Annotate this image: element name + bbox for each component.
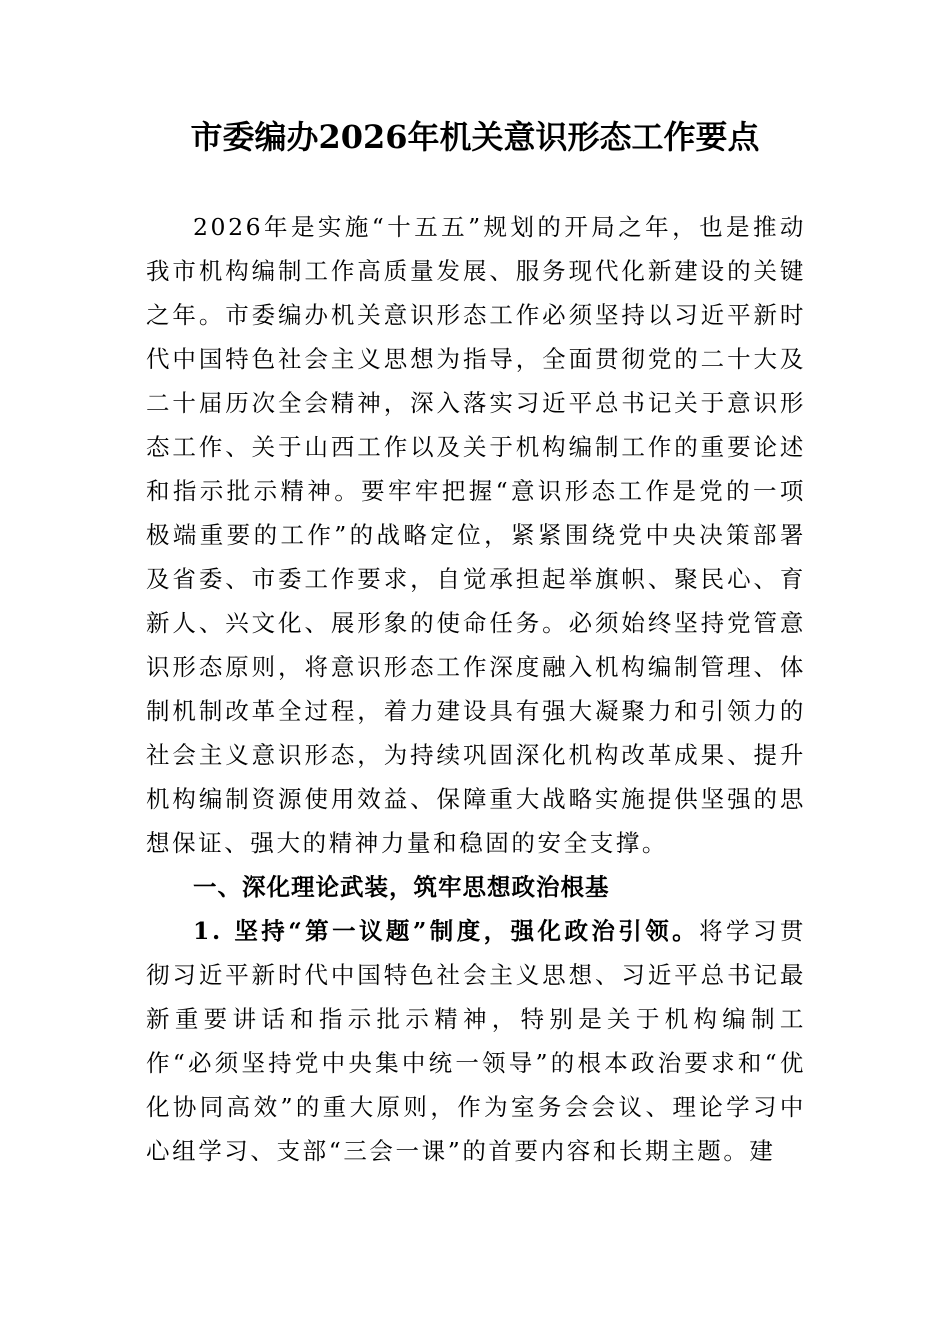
item-1-body: 将学习贯彻习近平新时代中国特色社会主义思想、习近平总书记最新重要讲话和指示批示精神，特别是关于机构编制工作“必须坚持党中央集中统一领导”的根本政治要求和“优化协同高效”的重大原则，作为室务会会议、理论学习中心组学习、支部“三会一课”的首要内容和长期主题。建 [146, 917, 806, 1165]
intro-paragraph: 2026年是实施“十五五”规划的开局之年，也是推动我市机构编制工作高质量发展、服务现代化新建设的关键之年。市委编办机关意识形态工作必须坚持以习近平新时代中国特色社会主义思想为指导，全面贯彻党的二十大及二十届历次全会精神，深入落实习近平总书记关于意识形态工作、关于山西工作以及关于机构编制工作的重要论述和指示批示精神。要牢牢把握“意识形态工作是党的一项极端重要的工作”的战略定位，紧紧围绕党中央决策部署及省委、市委工作要求，自觉承担起举旗帜、聚民心、育新人、兴文化、展形象的使命任务。必须始终坚持党管意识形态原则，将意识形态工作深度融入机构编制管理、体制机制改革全过程，着力建设具有强大凝聚力和引领力的社会主义意识形态，为持续巩固深化机构改革成果、提升机构编制资源使用效益、保障重大战略实施提供坚强的思想保证、强大的精神力量和稳固的安全支撑。 [146, 213, 806, 857]
document-title: 市委编办2026年机关意识形态工作要点 [190, 118, 760, 156]
item-1-lead: 1. 坚持“第一议题”制度，强化政治引领。 [193, 917, 700, 945]
section-heading-1: 一、深化理论武装，筑牢思想政治根基 [193, 873, 610, 901]
document-body [146, 205, 806, 1173]
item-1-paragraph [146, 909, 806, 1173]
